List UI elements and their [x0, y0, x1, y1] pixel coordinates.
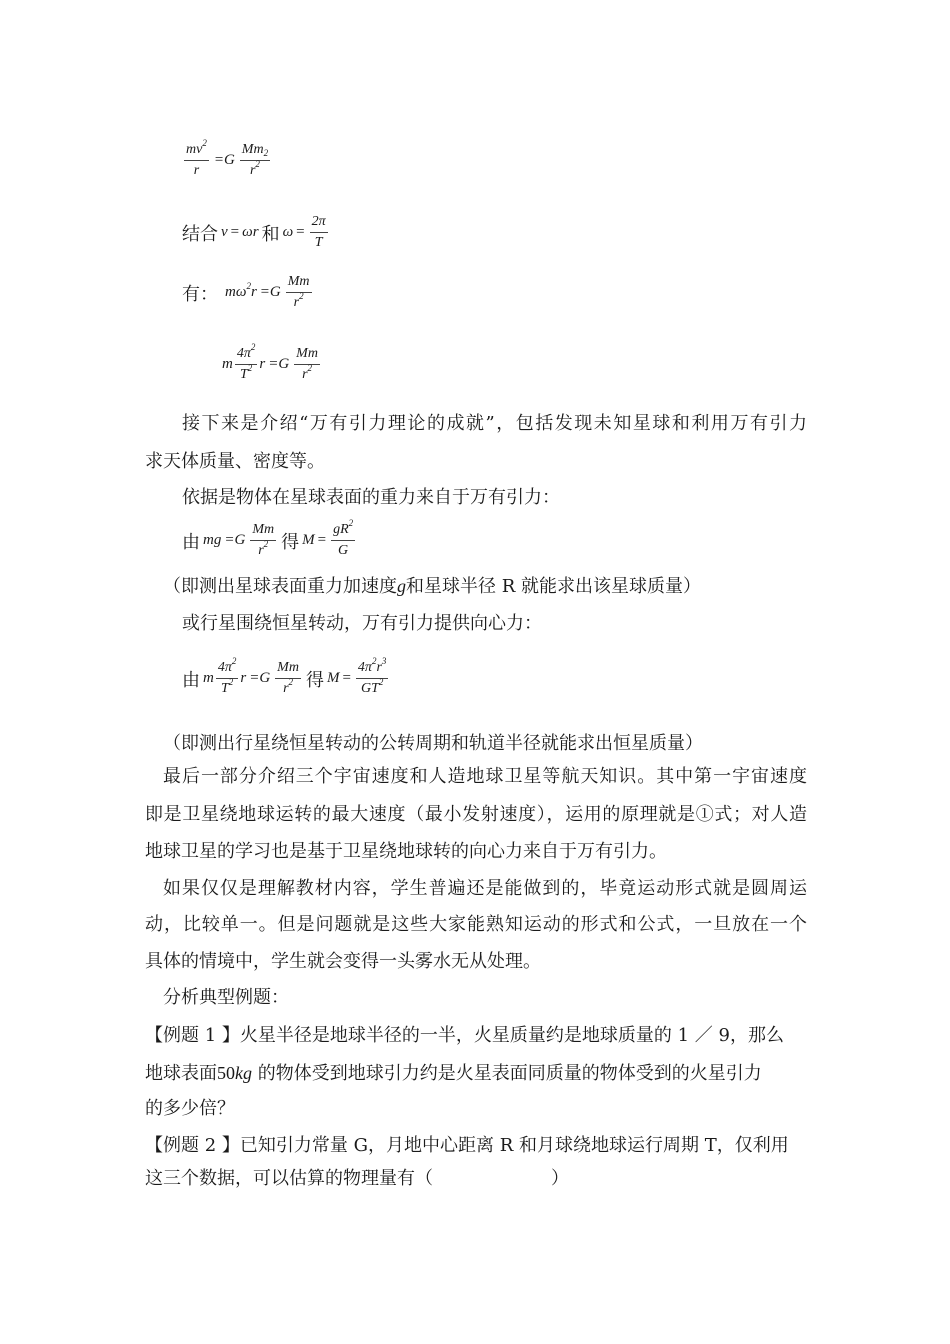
- example-1-line1: 【例题 1 】火星半径是地球半径的一半，火星质量约是地球质量的 1 ／ 9，那么: [145, 1025, 784, 1046]
- paragraph-cosmic-line2: 即是卫星绕地球运转的最大速度（最小发射速度），运用的原理就是①式；对人造: [145, 804, 807, 825]
- equation-omega: 有： $m\omega^2$ r =G $\frac{Mm}{r^2}$: [182, 272, 314, 313]
- equation-orbit-mass: 由 m $\frac{4\pi^2}{T^2}$ r =G $\frac{Mm}{r^2}$ 得 M = $\frac{4\pi^2r^3}{GT^2}$: [182, 658, 390, 699]
- paragraph-understand-line2: 动，比较单一。但是问题就是这些大家能熟知运动的形式和公式，一旦放在一个: [145, 914, 807, 935]
- fraction-4pi2-over-T2: $\frac{4\pi^2}{T^2}$: [236, 342, 256, 382]
- fraction-star-mass: $\frac{4\pi^2r^3}{GT^2}$: [357, 656, 387, 696]
- fraction-gR2-over-G: $\frac{gR^2}{G}$: [333, 518, 354, 558]
- fraction-4pi2-over-T2: $\frac{4\pi^2}{T^2}$: [217, 656, 237, 696]
- fraction-mv2-over-r: $\frac{mv^2}{r}$: [186, 138, 207, 178]
- fraction-Mm-over-r2: $\frac{Mm}{r^2}$: [296, 346, 318, 382]
- equation-centripetal: $\frac{mv^2}{r}$ =G $\frac{Mm_2}{r^2}$: [182, 140, 272, 181]
- example-1-line3: 的多少倍？: [145, 1098, 235, 1119]
- equation-combine: 结合 v = ωr 和 ω = $\frac{2\pi}{T}$: [182, 212, 330, 253]
- example-2-line2: 这三个数据，可以估算的物理量有（ ）: [145, 1168, 569, 1189]
- fraction-Mm-over-r2: $\frac{Mm}{r^2}$: [252, 522, 275, 558]
- note-surface-gravity: （即测出星球表面重力加速度g和星球半径 R 就能求出该星球质量）: [163, 576, 701, 597]
- paragraph-cosmic-line3: 地球卫星的学习也是基于卫星绕地球转的向心力来自于万有引力。: [145, 841, 667, 862]
- fraction-Mm-over-r2: $\frac{Mm}{r^2}$: [277, 660, 299, 696]
- paragraph-achievement-line1: 接下来是介绍“万有引力理论的成就”，包括发现未知星球和利用万有引力: [182, 413, 807, 434]
- equation-period: m $\frac{4\pi^2}{T^2}$ r =G $\frac{Mm}{r^2}$: [222, 344, 322, 385]
- fraction-gravity: $\frac{Mm_2}{r^2}$: [241, 142, 269, 178]
- example-2-line1: 【例题 2 】已知引力常量 G，月地中心距离 R 和月球绕地球运行周期 T，仅利用: [145, 1135, 789, 1156]
- paragraph-cosmic-line1: 最后一部分介绍三个宇宙速度和人造地球卫星等航天知识。其中第一宇宙速度: [163, 766, 807, 787]
- example-1-line2: 地球表面50kg 的物体受到地球引力约是火星表面同质量的物体受到的火星引力: [145, 1063, 762, 1084]
- paragraph-analysis: 分析典型例题：: [163, 987, 289, 1008]
- paragraph-understand-line3: 具体的情境中，学生就会变得一头雾水无从处理。: [145, 951, 541, 972]
- equation-surface-gravity: 由 mg =G $\frac{Mm}{r^2}$ 得 M = $\frac{gR^2}{G}$: [182, 520, 357, 561]
- example-2-tag: 【例题 2 】: [145, 1135, 240, 1156]
- paragraph-understand-line1: 如果仅仅是理解教材内容，学生普遍还是能做到的，毕竟运动形式就是圆周运: [163, 878, 807, 899]
- paragraph-basis: 依据是物体在星球表面的重力来自于万有引力：: [182, 487, 560, 508]
- example-1-tag: 【例题 1 】: [145, 1025, 240, 1046]
- fraction-2pi-over-T: $\frac{2\pi}{T}$: [311, 214, 326, 250]
- fraction-Mm-over-r2: $\frac{Mm}{r^2}$: [287, 274, 310, 310]
- paragraph-achievement-line2: 求天体质量、密度等。: [145, 451, 325, 472]
- paragraph-orbit: 或行星围绕恒星转动，万有引力提供向心力：: [182, 613, 542, 634]
- note-star-mass: （即测出行星绕恒星转动的公转周期和轨道半径就能求出恒星质量）: [163, 733, 703, 754]
